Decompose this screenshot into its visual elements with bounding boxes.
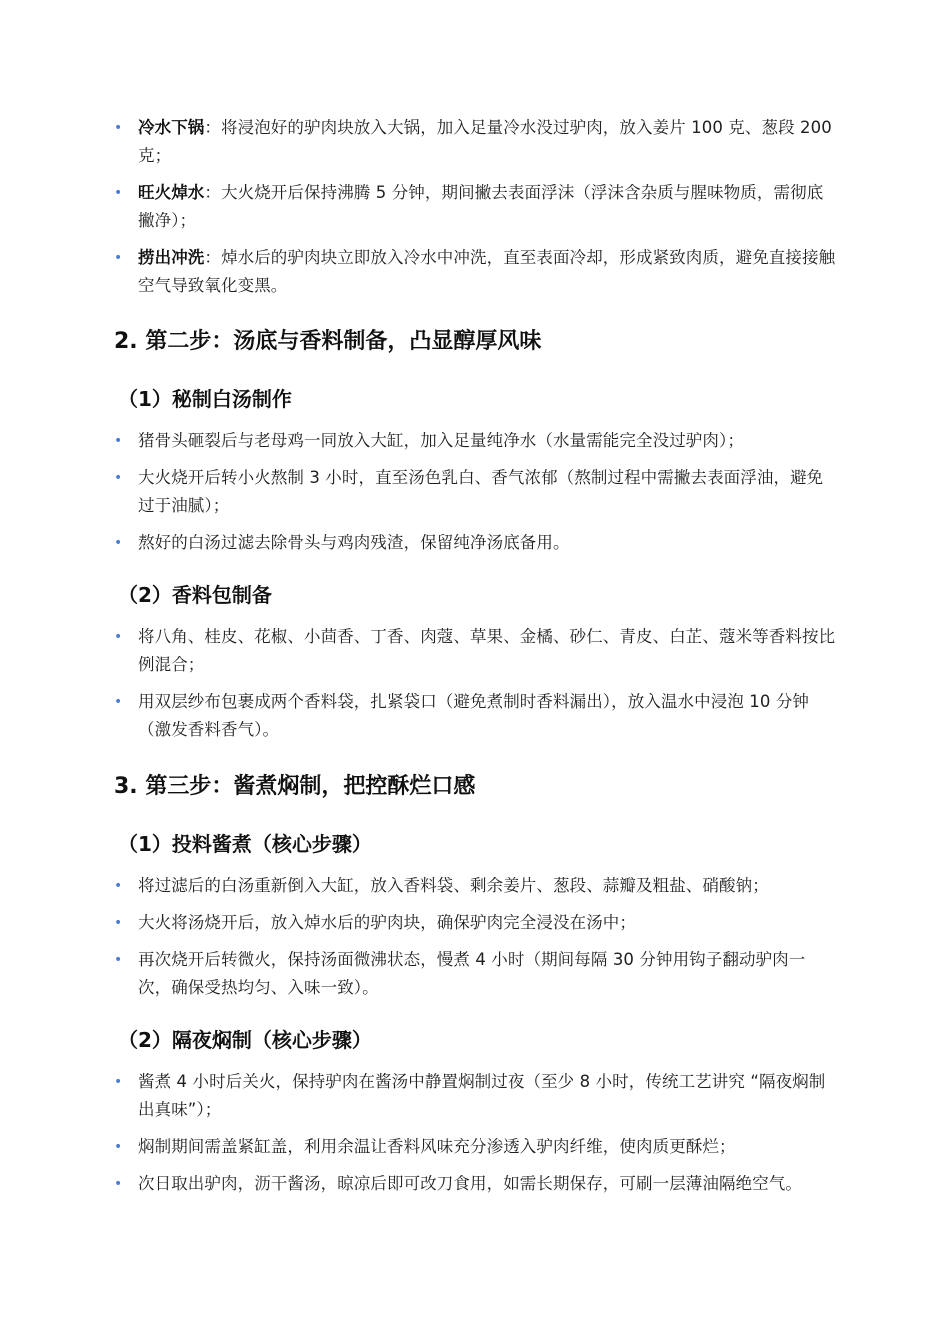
subsection-heading-sauce-boil: （1）投料酱煮（核心步骤） — [118, 832, 372, 856]
bullet-icon: • — [114, 1176, 123, 1192]
bullet-icon: • — [114, 878, 123, 894]
list-item-text: 将过滤后的白汤重新倒入大缸，放入香料袋、剩余姜片、葱段、蒜瓣及粗盐、硝酸钠； — [138, 876, 769, 895]
bullet-icon: • — [114, 250, 123, 266]
bullet-icon: • — [114, 915, 123, 931]
list-item-text: 次日取出驴肉，沥干酱汤，晾凉后即可改刀食用，如需长期保存，可刷一层薄油隔绝空气。 — [138, 1174, 802, 1193]
bullet-icon: • — [114, 1139, 123, 1155]
list-item — [114, 688, 838, 744]
list-item — [114, 1068, 838, 1124]
list-overnight — [114, 1068, 838, 1207]
subsection-heading-overnight: （2）隔夜焖制（核心步骤） — [118, 1028, 372, 1052]
section-heading-2: 2. 第二步：汤底与香料制备，凸显醇厚风味 — [114, 329, 542, 354]
bullet-icon: • — [114, 185, 123, 201]
subsection-heading-white-soup: （1）秘制白汤制作 — [118, 387, 292, 411]
list-item-text: 再次烧开后转微火，保持汤面微沸状态，慢煮 4 小时（期间每隔 30 分钟用钩子翻动驴肉一次，确保受热均匀、入味一致）。 — [138, 950, 806, 997]
list-item — [114, 529, 838, 557]
section-heading-3: 3. 第三步：酱煮焖制，把控酥烂口感 — [114, 774, 476, 799]
bullet-icon: • — [114, 470, 123, 486]
list-item-text: 焖制期间需盖紧缸盖，利用余温让香料风味充分渗透入驴肉纤维，使肉质更酥烂； — [138, 1137, 736, 1156]
bullet-icon: • — [114, 629, 123, 645]
list-sauce-boil — [114, 872, 838, 1011]
list-blanching-steps — [114, 114, 838, 309]
list-item: • 捞出冲洗：焯水后的驴肉块立即放入冷水中冲洗，直至表面冷却，形成紧致肉质，避免直接接触空气导致氧化变黑。 — [114, 244, 838, 300]
list-item — [114, 872, 838, 900]
bullet-icon: • — [114, 535, 123, 551]
bullet-icon: • — [114, 694, 123, 710]
bullet-icon: • — [114, 1074, 123, 1090]
list-item: • 旺火焯水：大火烧开后保持沸腾 5 分钟，期间撇去表面浮沫（浮沫含杂质与腥味物质，需彻底撇净）； — [114, 179, 838, 235]
list-item-text: 大火将汤烧开后，放入焯水后的驴肉块，确保驴肉完全浸没在汤中； — [138, 913, 636, 932]
bullet-icon: • — [114, 120, 123, 136]
bullet-icon: • — [114, 433, 123, 449]
list-item — [114, 464, 838, 520]
list-item-text: 猪骨头砸裂后与老母鸡一同放入大缸，加入足量纯净水（水量需能完全没过驴肉）； — [138, 431, 744, 450]
list-item — [114, 427, 838, 455]
list-item — [114, 909, 838, 937]
list-item-text: 将八角、桂皮、花椒、小茴香、丁香、肉蔻、草果、金橘、砂仁、青皮、白芷、蔻米等香料按比例混合； — [138, 627, 836, 674]
subsection-heading-spice-bag: （2）香料包制备 — [118, 583, 272, 607]
list-item-text: 大火烧开后转小火熬制 3 小时，直至汤色乳白、香气浓郁（熬制过程中需撇去表面浮油，避免过于油腻）； — [138, 468, 824, 515]
list-item — [114, 1133, 838, 1161]
list-item: • 冷水下锅：将浸泡好的驴肉块放入大锅，加入足量冷水没过驴肉，放入姜片 100 克、葱段 200 克； — [114, 114, 838, 170]
list-item-text: 用双层纱布包裹成两个香料袋，扎紧袋口（避免煮制时香料漏出），放入温水中浸泡 10 分钟（激发香料香气）。 — [138, 692, 810, 739]
list-item — [114, 1170, 838, 1198]
list-spice-bag — [114, 623, 838, 753]
bullet-icon: • — [114, 952, 123, 968]
list-item — [114, 946, 838, 1002]
list-white-soup — [114, 427, 838, 566]
list-item — [114, 623, 838, 679]
list-item-text: 熬好的白汤过滤去除骨头与鸡肉残渣，保留纯净汤底备用。 — [138, 533, 570, 552]
list-item-text: 酱煮 4 小时后关火，保持驴肉在酱汤中静置焖制过夜（至少 8 小时，传统工艺讲究 “隔夜焖制出真味”）； — [138, 1072, 826, 1119]
